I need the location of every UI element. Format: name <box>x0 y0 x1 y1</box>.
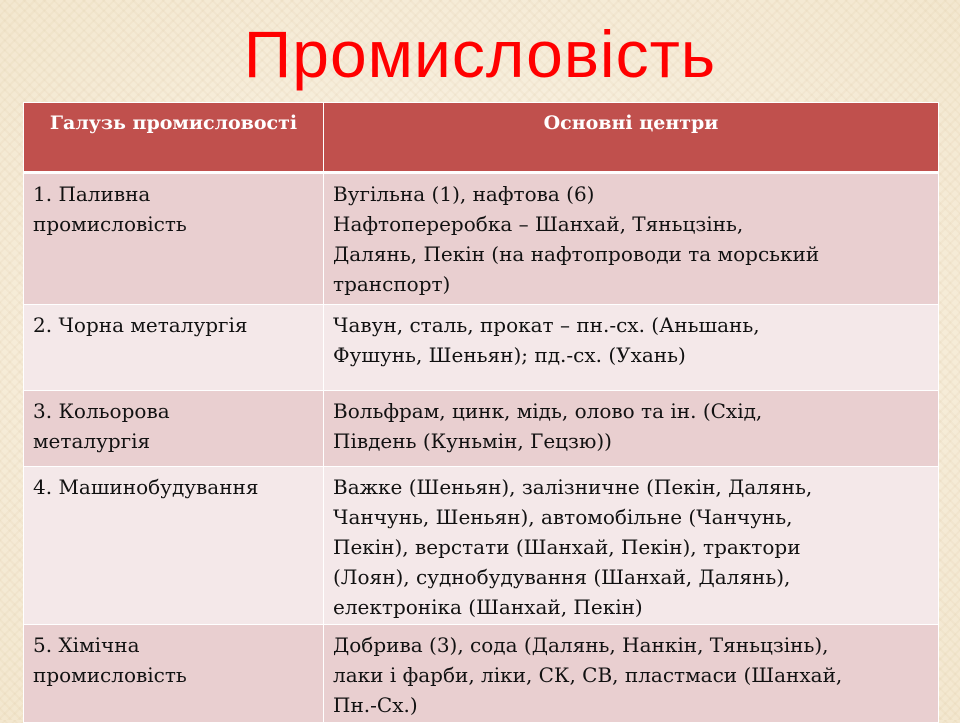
centers-line: Фушунь, Шеньян); пд.-сх. (Ухань) <box>333 343 686 367</box>
centers-cell <box>324 305 939 391</box>
centers-line: Важке (Шеньян), залізничне (Пекін, Далянь, <box>333 475 813 499</box>
branch-line: 4. Машинобудування <box>33 475 259 499</box>
branch-line: 2. Чорна металургія <box>33 313 248 337</box>
table-row <box>24 625 939 723</box>
branch-line: 1. Паливна <box>33 182 151 206</box>
branch-cell <box>24 467 324 625</box>
centers-line: Вольфрам, цинк, мідь, олово та ін. (Схід, <box>333 399 763 423</box>
centers-line: Добрива (3), сода (Далянь, Нанкін, Тяньцзінь), <box>333 633 829 657</box>
centers-line: лаки і фарби, ліки, СК, СВ, пластмаси (Шанхай, <box>333 663 843 687</box>
centers-cell <box>324 391 939 467</box>
header-centers <box>324 103 939 173</box>
centers-line: (Лоян), суднобудування (Шанхай, Далянь), <box>333 565 791 589</box>
centers-cell <box>324 173 939 305</box>
centers-line: Нафтопереробка – Шанхай, Тяньцзінь, <box>333 212 744 236</box>
centers-cell <box>324 625 939 723</box>
table-row <box>24 391 939 467</box>
centers-cell <box>324 467 939 625</box>
centers-line: Вугільна (1), нафтова (6) <box>333 182 595 206</box>
centers-line: Далянь, Пекін (на нафтопроводи та морський <box>333 242 820 266</box>
branch-cell <box>24 305 324 391</box>
branch-cell <box>24 391 324 467</box>
industry-table <box>23 102 939 723</box>
header-centers-line: Основні центри <box>543 112 719 134</box>
centers-line: Південь (Куньмін, Гецзю)) <box>333 429 612 453</box>
branch-line: промисловість <box>33 663 187 687</box>
centers-line: Пн.-Сх.) <box>333 693 418 717</box>
centers-line: транспорт) <box>333 272 451 296</box>
slide-title: Промисловість <box>243 17 717 91</box>
centers-line: Чанчунь, Шеньян), автомобільне (Чанчунь, <box>333 505 793 529</box>
centers-line: Пекін), верстати (Шанхай, Пекін), трактори <box>333 535 801 559</box>
header-branch-line: промисловості <box>132 112 298 134</box>
table-row <box>24 305 939 391</box>
table-header-row <box>24 103 939 173</box>
header-branch <box>24 103 324 173</box>
branch-line: 3. Кольорова <box>33 399 170 423</box>
table-row <box>24 467 939 625</box>
centers-line: Чавун, сталь, прокат – пн.-сх. (Аньшань, <box>333 313 760 337</box>
centers-line: електроніка (Шанхай, Пекін) <box>333 595 643 619</box>
header-branch-line: Галузь <box>49 112 126 134</box>
branch-line: промисловість <box>33 212 187 236</box>
branch-cell <box>24 625 324 723</box>
table-row <box>24 173 939 305</box>
branch-cell <box>24 173 324 305</box>
branch-line: металургія <box>33 429 151 453</box>
branch-line: 5. Хімічна <box>33 633 140 657</box>
